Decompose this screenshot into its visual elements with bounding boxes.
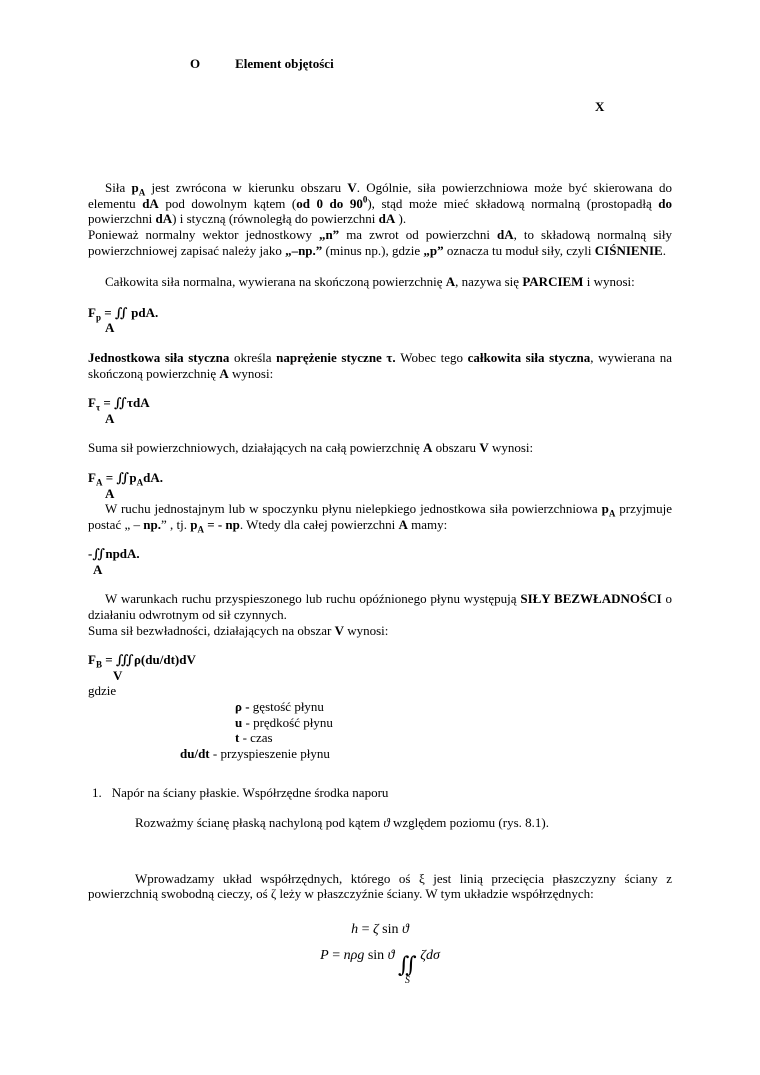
- double-integral-symbol: ∬: [398, 951, 417, 977]
- section-heading-napor: [92, 785, 672, 801]
- corner-label-x: [595, 99, 672, 115]
- text-segment: du/dt: [180, 745, 210, 761]
- text-segment: p: [131, 180, 139, 196]
- text-segment: u: [235, 714, 243, 730]
- text-segment: A: [197, 524, 204, 535]
- text-segment: ), stąd może mieć składową normalną (prostopadłą: [367, 195, 659, 211]
- text-segment: =: [102, 469, 117, 485]
- text-segment: określa: [229, 349, 277, 365]
- text-segment: =: [100, 304, 115, 320]
- text-segment: [398, 951, 417, 986]
- text-segment: X: [595, 98, 605, 114]
- text-segment: A: [136, 477, 144, 488]
- text-segment: Wprowadzamy układ współrzędnych, którego oś: [135, 870, 419, 886]
- text-segment: ).: [395, 211, 407, 227]
- text-segment: i wynosi:: [583, 274, 635, 290]
- text-segment: A: [219, 365, 229, 381]
- text-segment: ∬: [114, 304, 128, 320]
- text-segment: Siła: [105, 180, 132, 196]
- formula-parcie: [88, 305, 672, 321]
- text-segment: Rozważmy ścianę płaską nachyloną pod kątem: [135, 815, 384, 830]
- text-segment: „n”: [318, 226, 340, 242]
- text-segment: do: [658, 195, 672, 211]
- text-segment: p: [601, 501, 609, 517]
- text-segment: W warunkach ruchu przyspieszonego lub ruchu opóźnionego płynu występują: [105, 591, 521, 607]
- paragraph-rozwazmy: [135, 815, 672, 831]
- paragraph-sila-pa: [88, 180, 672, 227]
- text-segment: pdA.: [127, 304, 159, 320]
- paragraph-suma-sil-bezwladnosci: [88, 623, 672, 639]
- text-segment: przyjmuje postać „ –: [88, 501, 672, 532]
- text-segment: F: [88, 652, 96, 668]
- document-body: [88, 56, 672, 986]
- text-segment: p: [190, 516, 198, 532]
- text-segment: .: [662, 242, 666, 258]
- text-segment: mamy:: [407, 516, 448, 532]
- text-segment: A: [105, 410, 115, 426]
- text-segment: ∭ρ(du/dt)dV: [115, 652, 196, 668]
- text-segment: - czas: [239, 730, 273, 746]
- text-segment: oznacza tu moduł siły, czyli: [443, 242, 595, 258]
- text-segment: dA: [142, 195, 159, 211]
- header-line: [190, 56, 672, 72]
- formula-suma-sil: [88, 470, 672, 486]
- text-segment: Ponieważ normalny wektor jednostkowy: [88, 226, 319, 242]
- text-segment: A: [445, 274, 456, 290]
- text-segment: jest linią przecięcia płaszczyzny ściany z powierzchnią swobodną cieczy, oś: [88, 870, 672, 902]
- text-segment: W ruchu jednostajnym lub w spoczynku płynu nielepkiego jednostkowa siła powierzchniowa: [105, 501, 602, 517]
- text-segment: gęstość płynu: [252, 699, 324, 715]
- text-segment: ∬p: [116, 469, 137, 485]
- paragraph-ruch-jednostajny: [88, 501, 672, 535]
- paragraph-sily-bezwladnosci: [88, 591, 672, 622]
- text-segment: A: [93, 561, 103, 577]
- text-segment: . Wtedy dla całej powierzchni: [239, 516, 399, 532]
- definition-item-dudt: [180, 746, 672, 762]
- text-segment: A: [422, 440, 433, 456]
- formula-sily-bezwladnosci: [88, 652, 672, 668]
- text-segment: h: [351, 921, 359, 937]
- equation-h: [88, 920, 672, 940]
- text-segment: ϑ: [383, 815, 390, 830]
- text-segment: Jednostkowa siła styczna: [88, 349, 230, 365]
- text-segment: ∬τdA: [114, 395, 150, 411]
- text-segment: 1.: [92, 785, 102, 801]
- text-segment: F: [88, 304, 96, 320]
- text-segment: , to składową normalną siły powierzchniowej zapisać należy jako: [88, 226, 672, 258]
- text-segment: ma zwrot od powierzchni: [339, 226, 497, 242]
- text-segment: A: [138, 187, 146, 198]
- text-segment: A: [95, 477, 103, 488]
- text-segment: V: [113, 667, 123, 683]
- paragraph-wprowadzamy: [88, 871, 672, 902]
- text-segment: SIŁY BEZWŁADNOŚCI: [520, 591, 662, 607]
- text-segment: F: [88, 395, 96, 411]
- text-segment: ” , tj.: [160, 516, 191, 532]
- text-segment: = - np: [203, 516, 240, 532]
- text-segment: , wywierana na skończoną powierzchnię: [88, 349, 672, 381]
- text-segment: V: [347, 180, 357, 196]
- formula-domain-label: [105, 411, 672, 427]
- text-segment: B: [95, 659, 102, 670]
- text-segment: wynosi:: [488, 440, 534, 456]
- paragraph-calkowita-sila-normalna: [88, 274, 672, 290]
- text-segment: =: [358, 921, 373, 937]
- text-segment: naprężenie styczne τ.: [276, 349, 396, 365]
- text-segment: F: [88, 469, 96, 485]
- text-segment: leży w płaszczyźnie ściany. W tym układzie współrzędnych:: [276, 886, 594, 902]
- text-segment: dA.: [143, 469, 163, 485]
- text-segment: Napór na ściany płaskie. Współrzędne środka naporu: [111, 785, 389, 801]
- text-segment: Suma sił powierzchniowych, działających na całą powierzchnię: [88, 440, 423, 456]
- text-segment: całkowita siła styczna: [467, 349, 591, 365]
- text-segment: Wobec tego: [395, 349, 468, 365]
- text-segment: t: [235, 730, 240, 746]
- text-segment: A: [608, 508, 616, 519]
- formula-sila-styczna: [88, 395, 672, 411]
- text-segment: τ: [95, 402, 101, 413]
- formula-npda: [88, 546, 672, 562]
- text-segment: powierzchni: [88, 211, 156, 227]
- text-segment: Element objętości: [235, 56, 334, 71]
- text-segment: A: [105, 320, 115, 336]
- text-segment: ρ -: [235, 699, 253, 715]
- text-segment: ) i styczną (równoległą do powierzchni: [172, 211, 379, 227]
- text-segment: Całkowita siła normalna, wywierana na skończoną powierzchnię: [105, 274, 446, 290]
- text-segment: CIŚNIENIE: [594, 242, 663, 258]
- text-segment: o działaniu odwrotnym od sił czynnych.: [88, 591, 672, 623]
- paragraph-poniewaz: [88, 227, 672, 258]
- text-segment: wynosi:: [228, 365, 274, 381]
- text-segment: =: [328, 947, 344, 963]
- text-segment: ϑ: [387, 947, 395, 963]
- formula-domain-label: [105, 486, 672, 502]
- text-segment: O: [190, 56, 201, 71]
- text-segment: obszaru: [432, 440, 480, 456]
- text-segment: A: [398, 516, 408, 532]
- text-segment: sin: [364, 947, 388, 963]
- text-segment: V: [479, 440, 489, 456]
- text-segment: ϑ: [402, 921, 409, 937]
- formula-domain-label: [113, 668, 672, 684]
- text-segment: ζ: [373, 921, 379, 937]
- text-segment: =: [101, 652, 116, 668]
- text-segment: np.: [143, 516, 161, 532]
- text-segment: (minus np.), gdzie: [322, 242, 424, 258]
- text-segment: Suma sił bezwładności, działających na obszar: [88, 622, 335, 638]
- text-segment: PARCIEM: [522, 274, 584, 290]
- formula-domain-label: [105, 320, 672, 336]
- paragraph-jednostkowa-sila-styczna: [88, 350, 672, 381]
- text-segment: - prędkość płynu: [242, 714, 333, 730]
- text-segment: P: [320, 947, 329, 963]
- definition-item-u: [235, 715, 672, 731]
- definition-item-rho: [235, 699, 672, 715]
- text-segment: , nazywa się: [455, 274, 523, 290]
- text-segment: pod dowolnym kątem (: [158, 195, 297, 211]
- text-segment: nρg: [343, 947, 365, 963]
- paragraph-suma-sil-powierzchniowych: [88, 440, 672, 456]
- text-segment: ζdσ: [420, 947, 440, 963]
- text-segment: „–np.”: [285, 242, 323, 258]
- text-segment: - przyspieszenie płynu: [209, 745, 330, 761]
- text-segment: V: [334, 622, 344, 638]
- text-segment: gdzie: [88, 683, 117, 699]
- text-segment: A: [105, 485, 115, 501]
- integral-domain-label: S: [404, 974, 410, 986]
- paragraph-gdzie: [88, 683, 672, 699]
- text-segment: względem poziomu (rys. 8.1).: [389, 815, 549, 830]
- text-segment: od 0 do 90: [296, 195, 363, 211]
- text-segment: „p”: [423, 242, 444, 258]
- formula-domain-label: [93, 562, 672, 578]
- definition-item-t: [235, 730, 672, 746]
- text-segment: sin: [378, 921, 403, 937]
- text-segment: jest zwrócona w kierunku obszaru: [145, 180, 348, 196]
- text-segment: ζ: [270, 886, 277, 902]
- text-segment: 0: [362, 194, 368, 205]
- text-segment: wynosi:: [343, 622, 389, 638]
- text-segment: ξ: [418, 870, 425, 886]
- text-segment: . Ogólnie, siła powierzchniowa może być skierowana do elementu: [88, 180, 672, 211]
- text-segment: =: [100, 395, 115, 411]
- text-segment: -∬npdA.: [88, 546, 140, 562]
- text-segment: dA: [155, 211, 173, 227]
- text-segment: p: [95, 312, 101, 323]
- text-segment: dA: [496, 226, 514, 242]
- equation-p: [88, 946, 672, 986]
- text-segment: dA: [378, 211, 396, 227]
